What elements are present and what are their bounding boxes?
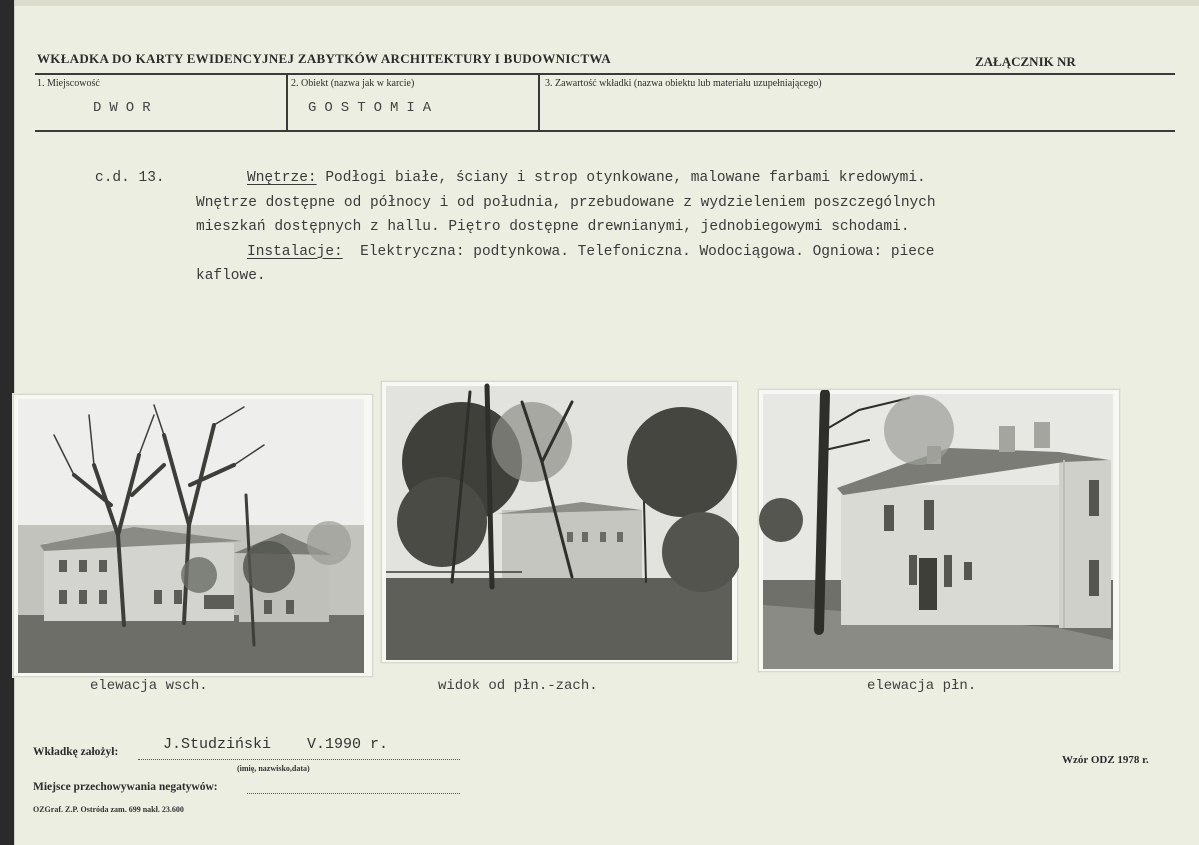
field-divider <box>286 75 288 130</box>
photo-north-elevation-image <box>759 390 1121 673</box>
interior-line-1 <box>247 166 926 191</box>
header-rule-bottom <box>35 130 1175 132</box>
photo-northwest-view-image <box>382 382 739 664</box>
installations-heading: Instalacje: <box>247 243 343 260</box>
photo-caption-north-elevation: elewacja płn. <box>867 678 977 694</box>
photo-east-elevation <box>13 394 373 677</box>
field-value-locality: DWOR <box>93 100 159 116</box>
creator-line <box>138 759 460 760</box>
section-reference: c.d. 13. <box>95 170 165 186</box>
field-divider <box>538 75 540 130</box>
interior-line-3: mieszkań dostępnych z hallu. Piętro dostępne drewnianymi, jednobiegowymi schodami. <box>196 219 910 235</box>
field-label-contents: 3. Zawartość wkładki (nazwa obiektu lub materiału uzupełniającego) <box>545 78 822 89</box>
interior-line-2: Wnętrze dostępne od północy i od południa, przebudowane z wydzieleniem poszczególnych <box>196 194 936 211</box>
photo-northwest-view <box>381 381 738 663</box>
card-edge <box>15 0 1199 6</box>
form-model: Wzór ODZ 1978 r. <box>1062 754 1149 766</box>
header-rule-top <box>35 73 1175 75</box>
field-label-locality: 1. Miejscowość <box>37 78 100 89</box>
interior-heading: Wnętrze: <box>247 170 317 186</box>
photo-caption-east-elevation: elewacja wsch. <box>90 678 208 694</box>
attachment-number-label: ZAŁĄCZNIK NR <box>975 54 1076 69</box>
record-card <box>14 0 1199 845</box>
interior-text-1: Podłogi białe, ściany i strop otynkowane, malowane farbami kredowymi. <box>316 170 926 186</box>
negatives-storage-line <box>247 793 460 794</box>
creator-label: Wkładkę założył: <box>33 746 119 758</box>
print-info: OZGraf. Z.P. Ostróda zam. 699 nakł. 23.600 <box>33 805 184 814</box>
photo-caption-northwest-view: widok od płn.-zach. <box>438 678 598 694</box>
installations-line-2: kaflowe. <box>196 268 266 284</box>
field-label-object: 2. Obiekt (nazwa jak w karcie) <box>291 78 415 89</box>
installations-line-1 <box>247 240 934 265</box>
photo-north-elevation <box>758 389 1120 672</box>
form-title: WKŁADKA DO KARTY EWIDENCYJNEJ ZABYTKÓW ARCHITEKTURY I BUDOWNICTWA <box>37 51 611 66</box>
creator-hint: (imię, nazwisko,data) <box>237 764 310 773</box>
installations-text-1: Elektryczna: podtynkowa. Telefoniczna. Wodociągowa. Ogniowa: piece <box>342 243 935 260</box>
photo-east-elevation-image <box>14 395 374 678</box>
creator-value: J.Studziński V.1990 r. <box>163 736 389 753</box>
negatives-storage-label: Miejsce przechowywania negatywów: <box>33 781 218 793</box>
field-value-object: GOSTOMIA <box>308 100 440 116</box>
